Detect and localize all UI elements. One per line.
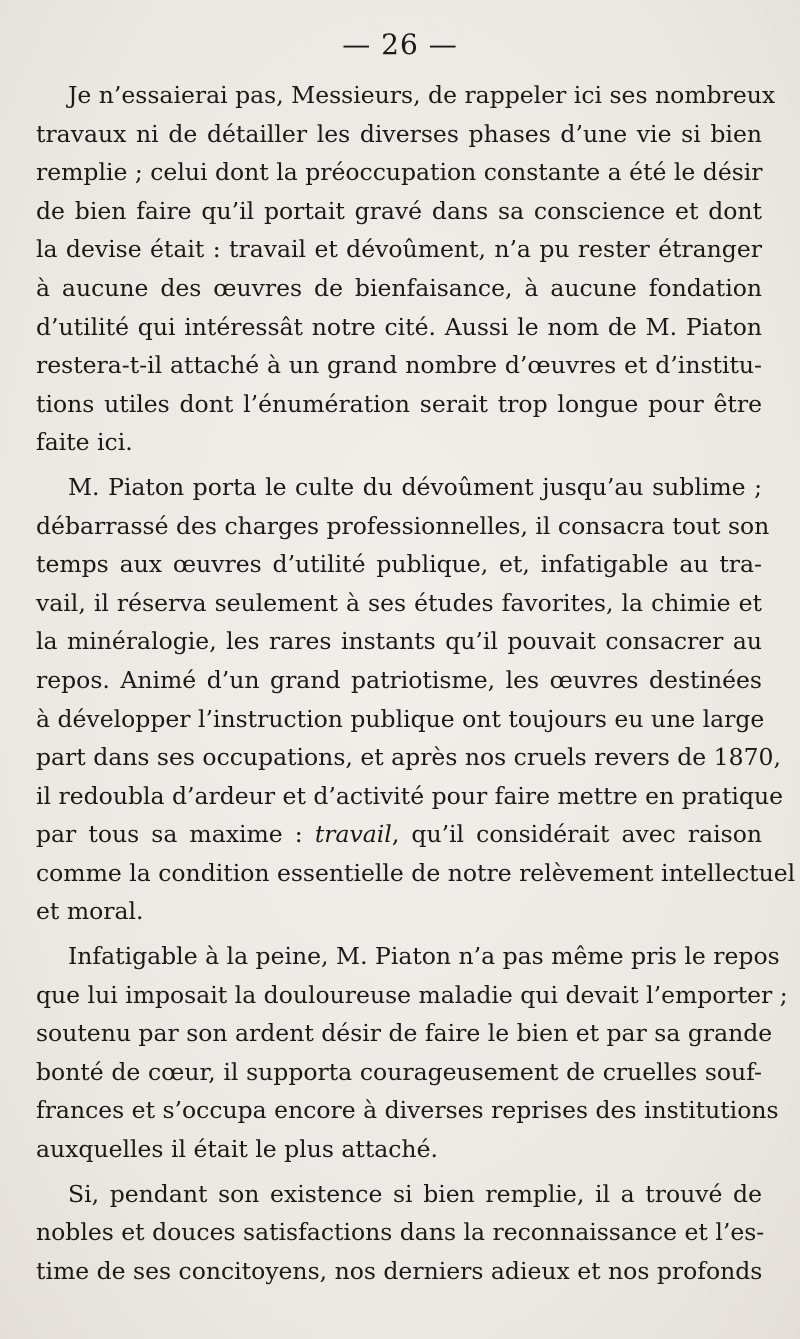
paragraph — [36, 76, 776, 462]
text-line: à aucune des œuvres de bienfaisance, à aucune fondation — [36, 273, 762, 302]
text-line: soutenu par son ardent désir de faire le bien et par sa grande — [36, 1019, 773, 1048]
paragraph — [36, 937, 788, 1169]
text-line: à développer l’instruction publique ont toujours eu une large — [36, 704, 765, 733]
text-line: la minéralogie, les rares instants qu’il pouvait consacrer au — [36, 627, 762, 656]
paragraph — [36, 1175, 765, 1291]
body-text — [36, 76, 796, 1290]
paragraph — [36, 468, 796, 931]
text-line: tions utiles dont l’énumération serait trop longue pour être — [36, 389, 762, 418]
text-line: faite ici. — [36, 428, 133, 457]
text-line: frances et s’occupa encore à diverses reprises des institutions — [36, 1096, 779, 1125]
text-line: Je n’essaierai pas, Messieurs, de rappeler ici ses nombreux — [68, 81, 776, 109]
text-line: Si, pendant son existence si bien remplie, il a trouvé de — [68, 1179, 762, 1208]
text-line: vail, il réserva seulement à ses études favorites, la chimie et — [36, 588, 762, 617]
text-line: de bien faire qu’il portait gravé dans sa conscience et dont — [36, 196, 762, 225]
text-line: d’utilité qui intéressât notre cité. Aussi le nom de M. Piaton — [36, 312, 762, 341]
text-line: restera-t-il attaché à un grand nombre d’œuvres et d’institu- — [36, 351, 762, 380]
text-line: Infatigable à la peine, M. Piaton n’a pas même pris le repos — [68, 942, 780, 971]
text-line: débarrassé des charges professionnelles, il consacra tout son — [36, 511, 770, 540]
text-line: comme la condition essentielle de notre relèvement intellectuel — [36, 858, 796, 887]
text-line: travaux ni de détailler les diverses phases d’une vie si bien — [36, 119, 762, 148]
text-line: par tous sa maxime : travail, qu’il considérait avec raison — [36, 820, 762, 849]
text-line: et moral. — [36, 897, 144, 926]
text-line: nobles et douces satisfactions dans la reconnaissance et l’es- — [36, 1218, 765, 1247]
text-line: M. Piaton porta le culte du dévoûment jusqu’au sublime ; — [68, 472, 762, 501]
text-line: que lui imposait la douloureuse maladie qui devait l’emporter ; — [36, 980, 788, 1009]
text-line: time de ses concitoyens, nos derniers adieux et nos profonds — [36, 1256, 763, 1285]
text-line: auxquelles il était le plus attaché. — [36, 1135, 438, 1164]
text-line: remplie ; celui dont la préoccupation constante a été le désir — [36, 158, 763, 187]
text-line: part dans ses occupations, et après nos cruels revers de 1870, — [36, 743, 781, 772]
text-line: la devise était : travail et dévoûment, n’a pu rester étranger — [36, 235, 762, 264]
text-line: bonté de cœur, il supporta courageusement de cruelles souf- — [36, 1057, 762, 1086]
text-line: temps aux œuvres d’utilité publique, et, infatigable au tra- — [36, 550, 762, 579]
text-line: il redoubla d’ardeur et d’activité pour faire mettre en pratique — [36, 781, 784, 810]
page-number: — 26 — — [342, 28, 458, 61]
text-line: repos. Animé d’un grand patriotisme, les œuvres destinées — [36, 665, 762, 694]
